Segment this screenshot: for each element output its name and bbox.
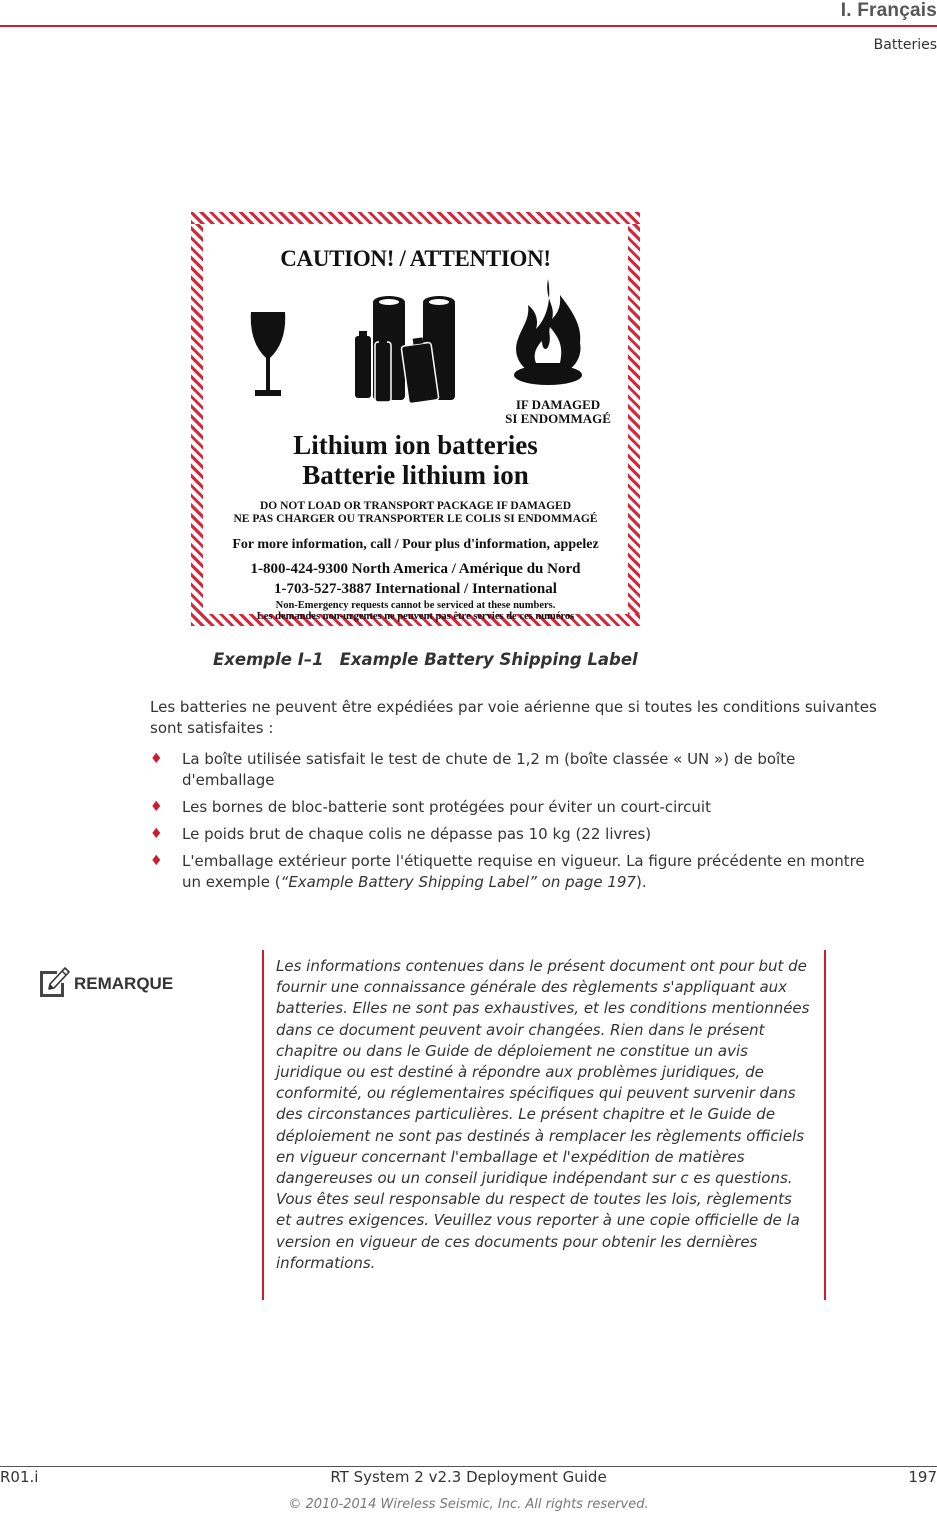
list-item-text: L'emballage extérieur porte l'étiquette requise en vigueur. La figure précédente en montre un exemple (	[182, 852, 865, 891]
figure-cross-reference-link[interactable]: “Example Battery Shipping Label” on page 197	[280, 873, 636, 891]
label-more-info: For more information, call / Pour plus d'information, appelez	[232, 537, 599, 552]
note-text: Les informations contenues dans le présent document ont pour but de fournir une connaissance générale des règlements s'appliquant aux batteries. Elles ne sont pas exhaustives, et les conditions mentionnées dans ce document peuvent avoir changées. Rien dans le présent chapitre ou dans le Guide de déploiement ne constitue un avis juridique ou est destiné à répondre aux problèmes juridiques, de conformité, ou réglementaires spécifiques qui peuvent survenir dans des circonstances particulières. Le présent chapitre et le Guide de déploiement ne sont pas destinés à remplacer les règlements officiels en vigueur concernant l'emballage et l'expédition de matières dangereuses ou un conseil juridique indépendant sur c es questions. Vous êtes seul responsable du respect de toutes les lois, règlements et autres exigences. Veuillez vous reporter à une copie officielle de la version en vigueur de ces documents pour obtenir les dernières informations.	[276, 957, 810, 1272]
label-phone-international: 1-703-527-3887 International / International	[274, 581, 557, 597]
footer-rule	[0, 1466, 937, 1467]
footer-copyright: © 2010-2014 Wireless Seismic, Inc. All rights reserved.	[288, 1497, 649, 1512]
figure-title: Example Battery Shipping Label	[339, 650, 638, 669]
label-non-emergency-fr: Les demandes non-urgentes ne peuvent pas être servies de ces numéros	[256, 611, 575, 622]
label-non-emergency-en: Non-Emergency requests cannot be serviced at these numbers.	[275, 600, 556, 611]
list-item-text-end: ).	[635, 873, 647, 891]
diamond-bullet-icon: ♦	[150, 826, 163, 842]
list-item-text: La boîte utilisée satisfait le test de chute de 1,2 m (boîte classée « UN ») de boîte d'emballage	[182, 750, 796, 789]
label-warning-fr: NE PAS CHARGER OU TRANSPORTER LE COLIS SI ENDOMMAGÉ	[233, 513, 598, 525]
intro-paragraph: Les batteries ne peuvent être expédiées par voie aérienne que si toutes les conditions suivantes sont satisfaites :	[150, 698, 877, 737]
label-non-emergency	[203, 600, 628, 622]
fragile-glass-icon	[243, 312, 293, 402]
diamond-bullet-icon: ♦	[150, 751, 163, 767]
footer-doc-title: RT System 2 v2.3 Deployment Guide	[330, 1468, 607, 1486]
label-warning-en: DO NOT LOAD OR TRANSPORT PACKAGE IF DAMAGED	[259, 500, 572, 512]
battery-cells-icon	[353, 294, 463, 406]
label-phone-north-america: 1-800-424-9300 North America / Amérique du Nord	[250, 561, 581, 577]
note-box	[262, 950, 826, 1300]
list-item	[150, 749, 880, 791]
battery-shipping-label	[191, 212, 640, 626]
label-battery-type-en: Lithium ion batteries	[293, 430, 538, 460]
label-warning	[203, 500, 628, 526]
conditions-list	[150, 749, 880, 899]
label-if-damaged	[483, 398, 633, 426]
header-rule	[0, 25, 937, 27]
list-item-text: Les bornes de bloc-batterie sont protégées pour éviter un court-circuit	[182, 798, 711, 816]
figure-number: Exemple I–1	[213, 650, 324, 669]
list-item	[150, 824, 880, 845]
label-phone-numbers	[203, 559, 628, 599]
label-battery-type-fr: Batterie lithium ion	[302, 460, 529, 490]
section-title: Batteries	[873, 37, 937, 53]
label-battery-type	[203, 430, 628, 490]
footer-revision: R01.i	[0, 1468, 39, 1486]
footer-page-number: 197	[908, 1468, 937, 1486]
note-label: REMARQUE	[74, 974, 174, 993]
list-item	[150, 851, 880, 893]
label-if-damaged-fr: SI ENDOMMAGÉ	[505, 411, 611, 426]
list-item	[150, 797, 880, 818]
pencil-note-icon	[37, 963, 71, 999]
label-caution-heading: CAUTION! / ATTENTION!	[280, 246, 551, 271]
label-if-damaged-en: IF DAMAGED	[515, 397, 601, 412]
list-item-text: Le poids brut de chaque colis ne dépasse pas 10 kg (22 livres)	[182, 825, 652, 843]
diamond-bullet-icon: ♦	[150, 799, 163, 815]
figure-caption	[213, 650, 638, 669]
chapter-title: I. Français	[840, 0, 937, 21]
diamond-bullet-icon: ♦	[150, 853, 163, 869]
flame-icon	[508, 279, 588, 391]
